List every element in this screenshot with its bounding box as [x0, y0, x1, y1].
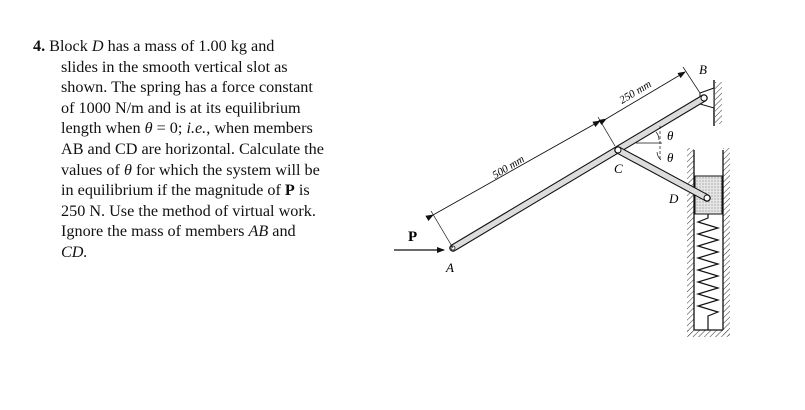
problem-line-10: Ignore the mass of members AB and: [61, 222, 296, 241]
point-label-D: D: [669, 191, 679, 206]
point-label-C: C: [614, 161, 623, 176]
problem-line-11: CD.: [61, 242, 88, 261]
angle-label-theta-AB: θ: [667, 128, 674, 143]
problem-line-9: 250 N. Use the method of virtual work.: [61, 201, 316, 220]
dimension-label-500: 500 mm: [490, 153, 527, 182]
problem-line-2: slides in the smooth vertical slot as: [61, 57, 288, 76]
mechanism-figure: [380, 40, 760, 350]
spring: [698, 214, 718, 330]
problem-line-3: shown. The spring has a force constant: [61, 78, 313, 97]
problem-line-8: in equilibrium if the magnitude of P is: [61, 181, 310, 200]
member-CD: [615, 147, 710, 201]
point-label-A: A: [446, 260, 454, 275]
problem-number: 4.: [33, 37, 46, 55]
dimension-label-250: 250 mm: [617, 78, 654, 107]
problem-line-4: of 1000 N/m and is at its equilibrium: [61, 98, 301, 117]
wall-support-B: [700, 80, 722, 126]
problem-line-6: AB and CD are horizontal. Calculate the: [61, 139, 324, 158]
point-label-B: B: [699, 62, 707, 77]
problem-line-1: 4. Block D has a mass of 1.00 kg and: [33, 37, 275, 55]
problem-line-5: length when θ = 0; i.e., when members: [61, 119, 313, 138]
dimension-500mm: [431, 117, 615, 248]
problem-statement: [33, 36, 373, 263]
problem-line-7: values of θ for which the system will be: [61, 160, 320, 179]
angle-label-theta-CD: θ: [667, 150, 674, 165]
member-AB: [451, 95, 707, 250]
force-label-P: P: [408, 229, 418, 245]
